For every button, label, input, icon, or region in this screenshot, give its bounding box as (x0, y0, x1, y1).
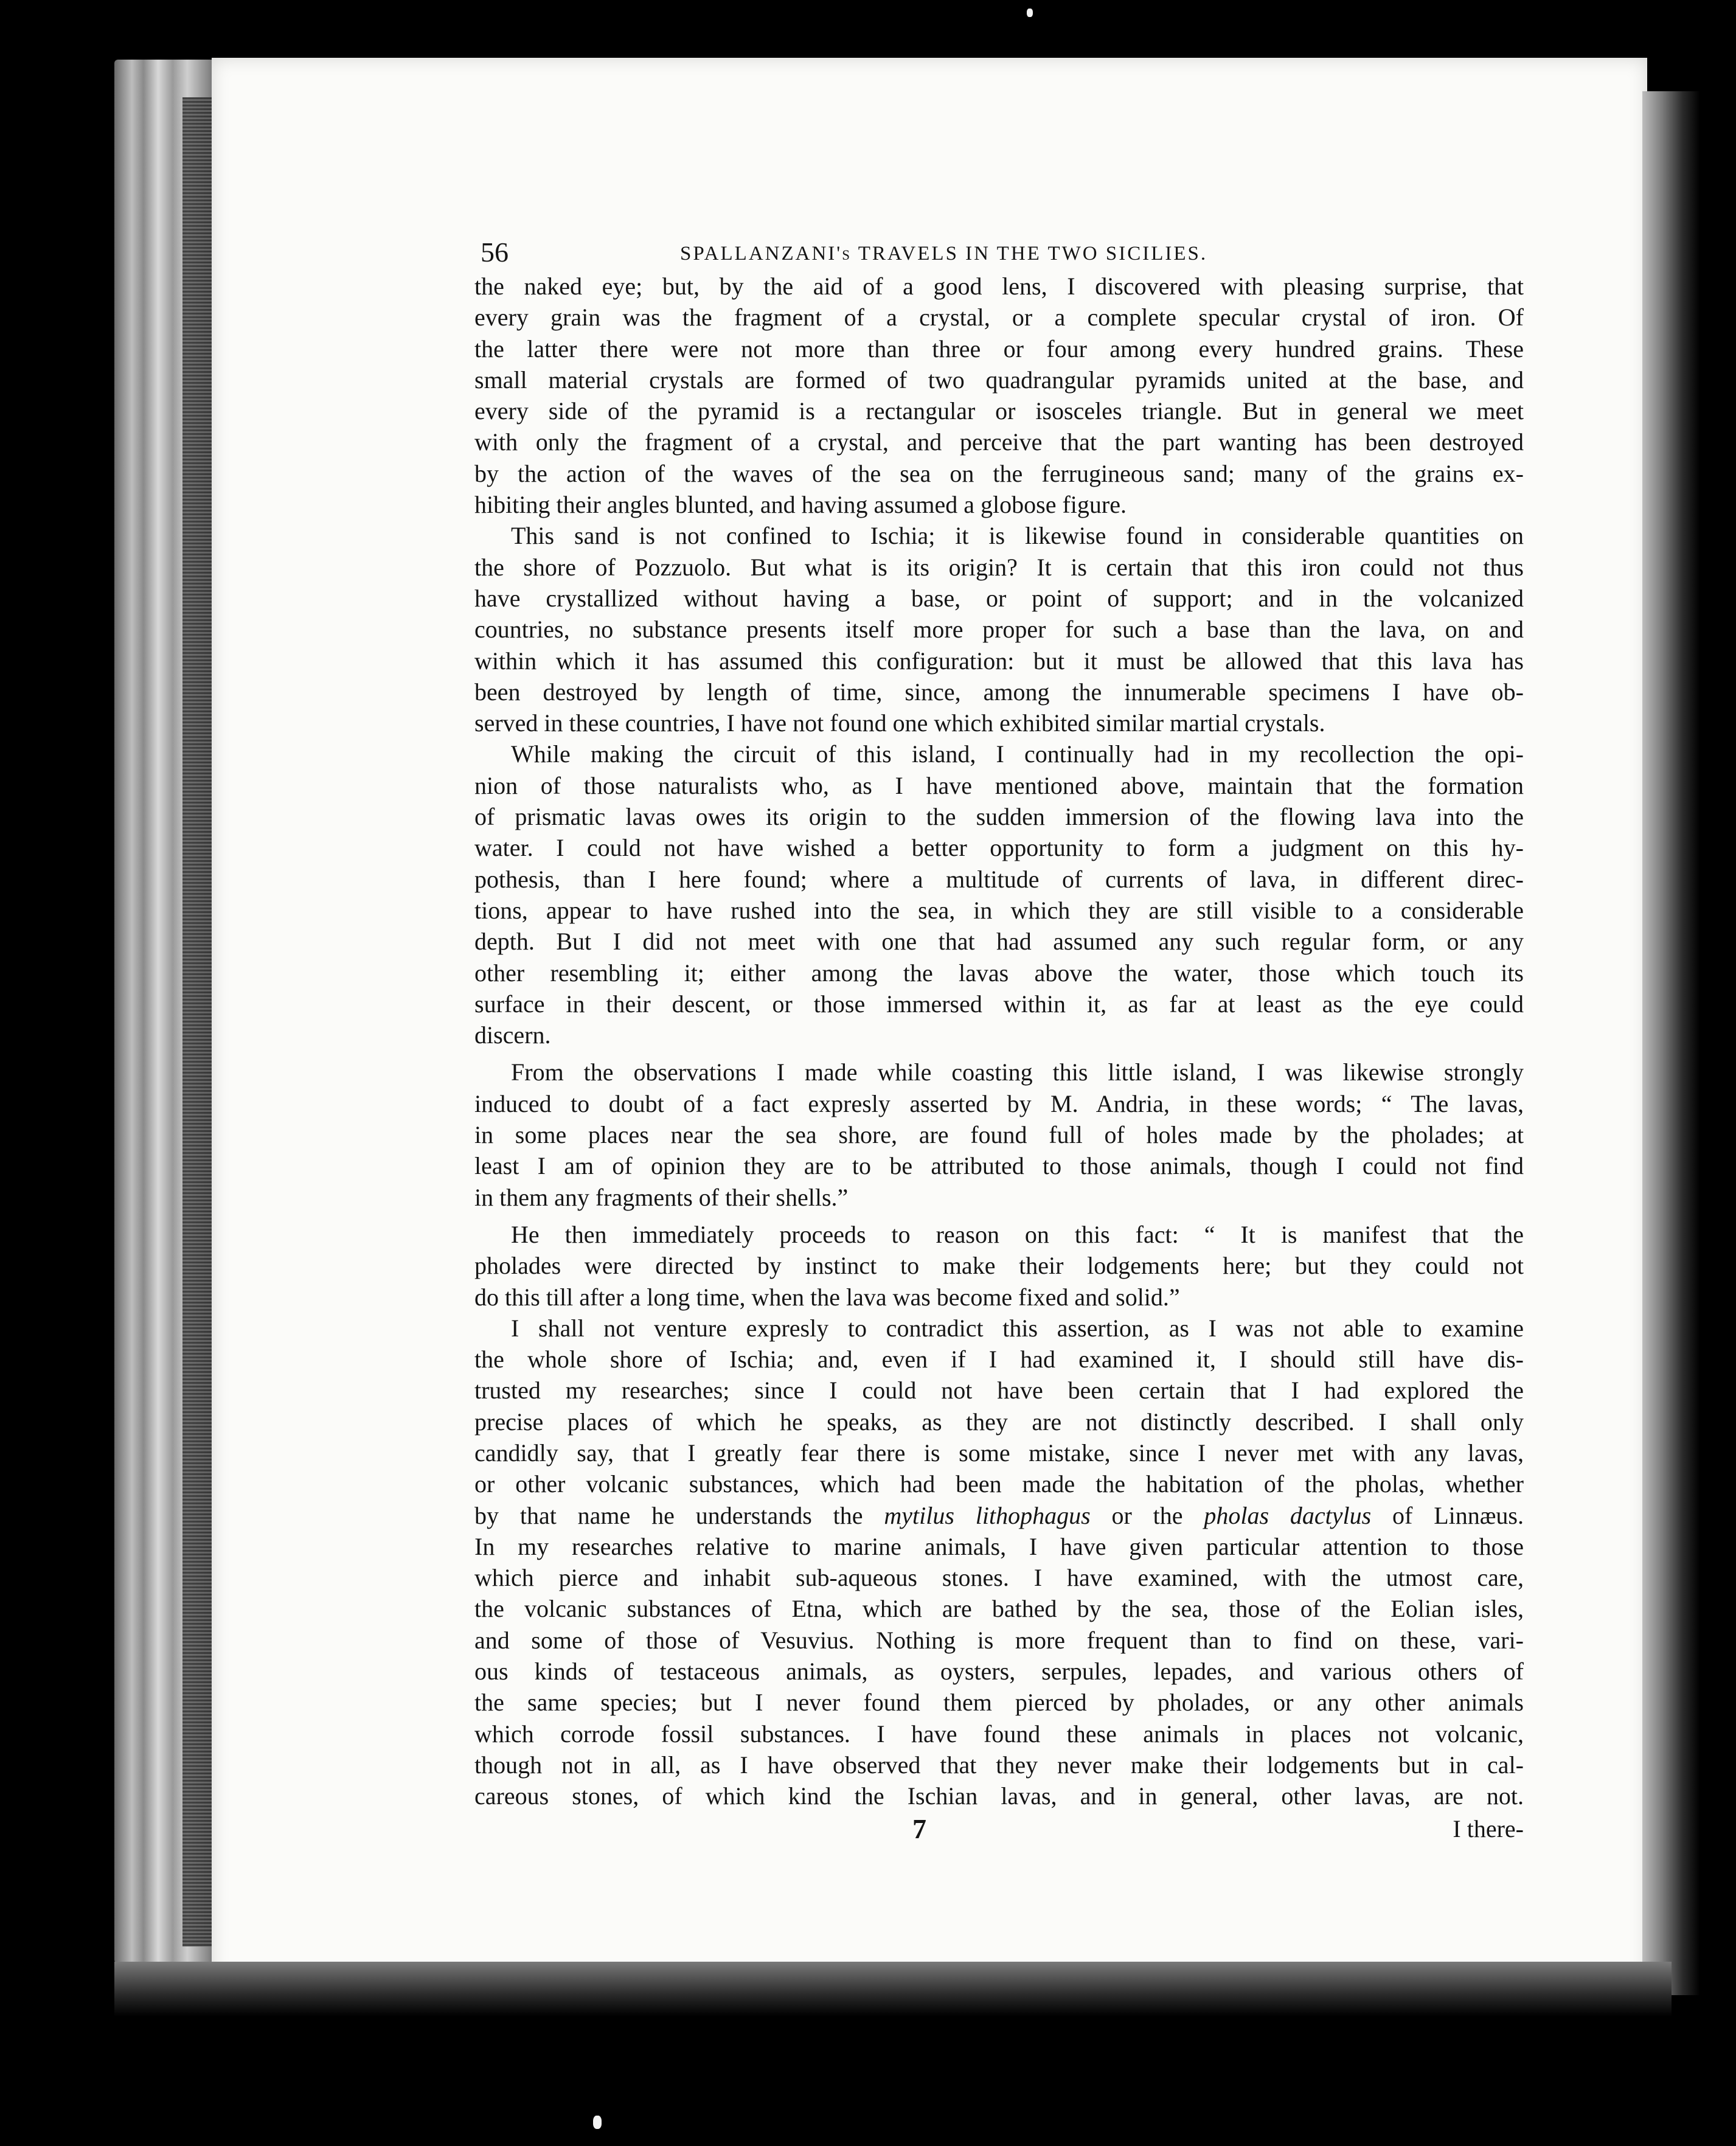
page-footer (474, 1813, 1524, 1847)
text-line: of prismatic lavas owes its origin to the sudden immersion of the flowing lava into the (474, 803, 1524, 831)
gutter-shadow (1642, 91, 1700, 1995)
bottom-shadow (114, 1962, 1672, 2016)
text-line: the volcanic substances of Etna, which are bathed by the sea, those of the Eolian isles, (474, 1595, 1524, 1623)
text-line: in them any fragments of their shells.” (474, 1183, 849, 1211)
text-line: with only the fragment of a crystal, and perceive that the part wanting has been destroyed (474, 428, 1524, 456)
species-name: mytilus lithophagus (884, 1501, 1091, 1529)
text-line: While making the circuit of this island, I continually had in my recollection the opi- (511, 740, 1524, 768)
text-line: every grain was the fragment of a crystal, or a complete specular crystal of iron. Of (474, 304, 1524, 332)
text-line: hibiting their angles blunted, and having assumed a globose figure. (474, 491, 1127, 519)
film-speck (1027, 9, 1033, 17)
text-line: From the observations I made while coasting this little island, I was likewise strongly (511, 1058, 1524, 1086)
text-line (474, 1500, 1524, 1531)
text-line: the same species; but I never found them pierced by pholades, or any other animals (474, 1689, 1524, 1717)
text-line: pholades were directed by instinct to make their lodgements here; but they could not (474, 1252, 1524, 1280)
text-run: or the (1090, 1501, 1204, 1529)
text-line: This sand is not confined to Ischia; it is likewise found in considerable quantities on (511, 522, 1524, 550)
page-number: 56 (481, 237, 509, 268)
text-line: ous kinds of testaceous animals, as oysters, serpules, lepades, and various others of (474, 1658, 1524, 1686)
text-line: have crystallized without having a base, or point of support; and in the volcanized (474, 584, 1524, 612)
text-line: which corrode fossil substances. I have found these animals in places not volcanic, (474, 1720, 1524, 1748)
paragraph-gap (474, 1050, 1524, 1057)
text-line: discern. (474, 1021, 551, 1049)
film-speck (593, 2116, 602, 2129)
text-line: careous stones, of which kind the Ischian lavas, and in general, other lavas, are not. (474, 1782, 1524, 1810)
text-line: countries, no substance presents itself more proper for such a base than the lava, on and (474, 616, 1524, 644)
page-text (474, 234, 1524, 1847)
text-line: least I am of opinion they are to be attributed to those animals, though I could not find (474, 1152, 1524, 1180)
text-line: which pierce and inhabit sub-aqueous stones. I have examined, with the utmost care, (474, 1564, 1524, 1592)
text-run: of Linnæus. (1371, 1501, 1524, 1529)
text-line: precise places of which he speaks, as they are not distinctly described. I shall only (474, 1408, 1524, 1436)
signature-mark: 7 (912, 1813, 926, 1844)
text-line: induced to doubt of a fact expresly asserted by M. Andria, in these words; “ The lavas, (474, 1089, 1524, 1117)
text-line: and some of those of Vesuvius. Nothing is more frequent than to find on these, vari- (474, 1626, 1524, 1654)
paragraph-gap (474, 1213, 1524, 1219)
text-line: the naked eye; but, by the aid of a good lens, I discovered with pleasing surprise, that (474, 273, 1524, 300)
text-line: or other volcanic substances, which had been made the habitation of the pholas, whether (474, 1470, 1524, 1498)
text-line: small material crystals are formed of two quadrangular pyramids united at the base, and (474, 366, 1524, 394)
text-line: candidly say, that I greatly fear there is some mistake, since I never met with any lavas, (474, 1439, 1524, 1467)
page-header (474, 234, 1524, 271)
text-line: nion of those naturalists who, as I have mentioned above, maintain that the formation (474, 771, 1524, 799)
text-line: tions, appear to have rushed into the sea, in which they are still visible to a considerable (474, 896, 1524, 924)
text-line: water. I could not have wished a better opportunity to form a judgment on this hy- (474, 834, 1524, 862)
text-line: depth. But I did not meet with one that had assumed any such regular form, or any (474, 928, 1524, 956)
text-line: by the action of the waves of the sea on the ferrugineous sand; many of the grains ex- (474, 459, 1524, 487)
catchword: I there- (1453, 1814, 1524, 1842)
species-name: pholas dactylus (1204, 1501, 1372, 1529)
text-line: trusted my researches; since I could not have been certain that I had explored the (474, 1377, 1524, 1405)
text-line: pothesis, than I here found; where a multitude of currents of lava, in different direc- (474, 865, 1524, 893)
text-line: served in these countries, I have not found one which exhibited similar martial crystals. (474, 709, 1325, 737)
running-head: SPALLANZANI's TRAVELS IN THE TWO SICILIES. (680, 243, 1208, 265)
text-run: by that name he understands the (474, 1501, 884, 1529)
text-line: every side of the pyramid is a rectangular or isosceles triangle. But in general we meet (474, 397, 1524, 425)
text-line: He then immediately proceeds to reason on this fact: “ It is manifest that the (511, 1220, 1524, 1248)
text-line: the shore of Pozzuolo. But what is its origin? It is certain that this iron could not thus (474, 553, 1524, 581)
text-line: In my researches relative to marine animals, I have given particular attention to those (474, 1532, 1524, 1560)
body-text (474, 271, 1524, 1812)
text-line: other resembling it; either among the lavas above the water, those which touch its (474, 959, 1524, 987)
text-line: do this till after a long time, when the lava was become fixed and solid.” (474, 1283, 1180, 1311)
text-line: the latter there were not more than three or four among every hundred grains. These (474, 335, 1524, 363)
text-line: I shall not venture expresly to contradict this assertion, as I was not able to examine (511, 1314, 1524, 1342)
text-line: though not in all, as I have observed that they never make their lodgements but in cal- (474, 1751, 1524, 1779)
text-line: surface in their descent, or those immersed within it, as far at least as the eye could (474, 990, 1524, 1018)
text-line: the whole shore of Ischia; and, even if I had examined it, I should still have dis- (474, 1346, 1524, 1373)
text-line: been destroyed by length of time, since, among the innumerable specimens I have ob- (474, 678, 1524, 706)
text-line: within which it has assumed this configuration: but it must be allowed that this lava has (474, 647, 1524, 675)
text-line: in some places near the sea shore, are found full of holes made by the pholades; at (474, 1121, 1524, 1149)
